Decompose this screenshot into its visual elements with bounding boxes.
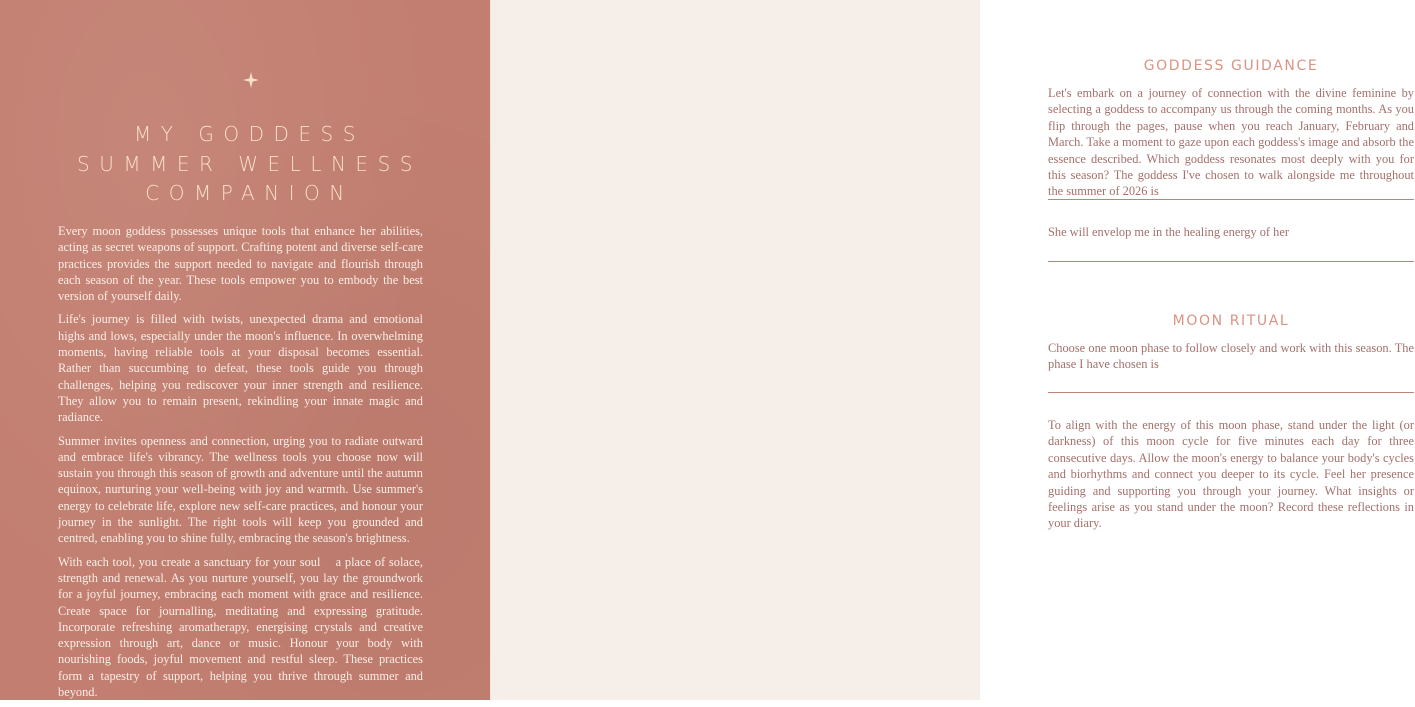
intro-body	[58, 223, 423, 707]
paragraph: Life's journey is filled with twists, unexpected drama and emotional highs and lows, especially under the moon's influence. In overwhelming moments, having reliable tools at your disposal becomes essential. Rather than succumbing to defeat, these tools guide you through challenges, helping you rediscover your inner strength and resilience. They allow you to remain present, rekindling your innate magic and radiance.	[58, 312, 423, 425]
crescent-moon-star-icon	[218, 64, 264, 110]
left-page	[0, 0, 490, 700]
goddess-name-write-line[interactable]	[1048, 199, 1414, 200]
healing-energy-prompt: She will envelop me in the healing energy of her	[1048, 225, 1289, 239]
title-line: COMPANION	[145, 181, 354, 205]
moon-ritual-instructions: To align with the energy of this moon phase, stand under the light (or darkness) of this moon cycle for five minutes each day for three consecutive days. Allow the moon's energy to balance your body's cycles and biorhythms and connect you deeper to its cycle. Feel her presence guiding and supporting you through your journey. What insights or feelings arise as you stand under the moon? Record these reflections in your diary.	[1048, 418, 1414, 531]
book-title	[0, 120, 490, 209]
healing-energy-write-line[interactable]	[1048, 261, 1414, 262]
goddess-guidance-heading: GODDESS GUIDANCE	[1143, 58, 1319, 74]
moon-ritual-heading: MOON RITUAL	[1172, 313, 1290, 329]
goddess-guidance-intro: Let's embark on a journey of connection with the divine feminine by selecting a goddess to accompany us through the coming months. As you flip through the pages, pause when you reach January, February and March. Take a moment to gaze upon each goddess's image and absorb the essence described. Which goddess resonates most deeply with you for this season? The goddess I've chosen to walk alongside me throughout the summer of 2026 is	[1048, 86, 1414, 199]
paragraph: With each tool, you create a sanctuary for your soul a place of solace, strength and renewal. As you nurture yourself, you lay the groundwork for a joyful journey, embracing each moment with grace and resilience. Create space for journalling, meditating and expressing gratitude. Incorporate refreshing aromatherapy, energising crystals and creative expression through art, dance or music. Honour your body with nourishing foods, joyful movement and restful sleep. These practices form a tapestry of support, helping you thrive through summer and beyond.	[58, 554, 423, 700]
title-line: MY GODDESS	[134, 122, 365, 146]
paragraph: Summer invites openness and connection, urging you to radiate outward and embrace life's vibrancy. The wellness tools you choose now will sustain you through this season of growth and adventure until the autumn equinox, nurturing your well-being with joy and warmth. Use summer's energy to celebrate life, explore new self-care practices, and honour your journey in the sunlight. The right tools will keep you grounded and centred, enabling you to shine fully, embracing the season's brightness.	[58, 433, 423, 546]
right-page	[490, 0, 1414, 700]
paragraph: Every moon goddess possesses unique tools that enhance her abilities, acting as secret weapons of support. Crafting potent and diverse self-care practices provides the support needed to navigate and flourish through each season of the year. These tools empower you to embody the best version of yourself daily.	[58, 224, 423, 304]
title-line: SUMMER WELLNESS	[77, 151, 422, 176]
moon-ritual-intro: Choose one moon phase to follow closely and work with this season. The phase I have chosen is	[1048, 341, 1414, 372]
moon-phase-write-line[interactable]	[1048, 392, 1414, 393]
